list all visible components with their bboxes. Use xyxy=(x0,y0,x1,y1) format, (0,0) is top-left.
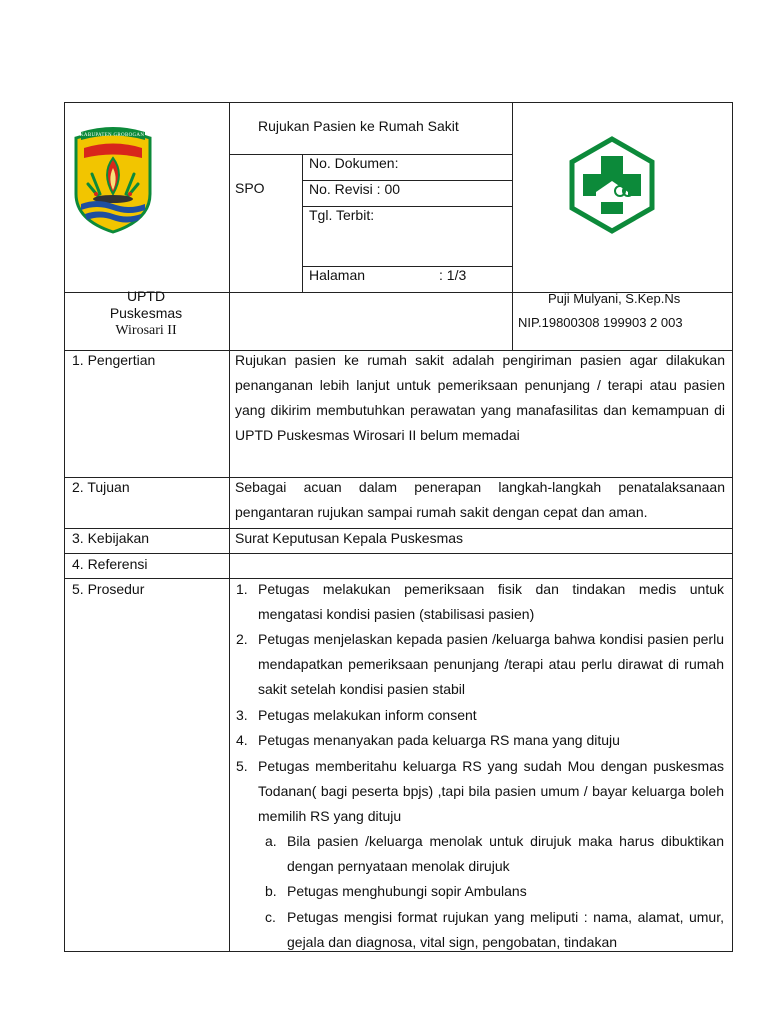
signer-name: Puji Mulyani, S.Kep.Ns xyxy=(548,291,681,306)
step-number: 1. xyxy=(236,581,248,597)
no-dokumen: No. Dokumen: xyxy=(309,155,399,171)
step-text: Petugas menanyakan pada keluarga RS mana yang dituju xyxy=(258,732,620,748)
substep-text: Bila pasien /keluarga menolak untuk dirujuk maka harus dibuktikan dengan pernyataan menolak dirujuk xyxy=(287,833,724,874)
pengertian-label: 1. Pengertian xyxy=(72,352,156,368)
kabupaten-grobogan-logo xyxy=(68,124,158,236)
prosedur-label: 5. Prosedur xyxy=(72,581,145,597)
document-title: Rujukan Pasien ke Rumah Sakit xyxy=(258,118,459,134)
org-line1: UPTD xyxy=(126,288,166,304)
rule-col-spo xyxy=(302,154,303,292)
spo-label: SPO xyxy=(235,180,265,196)
tujuan-label: 2. Tujuan xyxy=(72,479,130,495)
org-line2: Puskesmas xyxy=(109,305,183,321)
step-text: Petugas melakukan pemeriksaan fisik dan tindakan medis untuk mengatasi kondisi pasien (stabilisasi pasien) xyxy=(258,581,724,622)
rule-kebijakan-bottom xyxy=(65,553,732,554)
rule-col-logo xyxy=(512,103,513,350)
halaman-value: : 1/3 xyxy=(439,267,467,283)
substep-letter: c. xyxy=(265,909,276,925)
substep-text: Petugas menghubungi sopir Ambulans xyxy=(287,883,527,899)
rule-col1 xyxy=(229,103,230,951)
tgl-terbit: Tgl. Terbit: xyxy=(309,207,375,223)
step-number: 5. xyxy=(236,758,248,774)
step-number: 3. xyxy=(236,707,248,723)
org-line3: Wirosari II xyxy=(115,323,177,338)
kebijakan-text: Surat Keputusan Kepala Puskesmas xyxy=(235,530,464,546)
left-logo-text: KABUPATEN GROBOGAN xyxy=(80,133,145,138)
step-text: Petugas melakukan inform consent xyxy=(258,707,477,723)
kebijakan-label: 3. Kebijakan xyxy=(72,530,150,546)
referensi-label: 4. Referensi xyxy=(72,556,148,572)
step-number: 4. xyxy=(236,732,248,748)
puskesmas-logo xyxy=(568,136,656,234)
step-number: 2. xyxy=(236,631,248,647)
tujuan-text: Sebagai acuan dalam penerapan langkah-langkah penatalaksanaan pengantaran rujukan sampai rumah sakit dengan cepat dan aman. xyxy=(235,479,725,520)
no-revisi: No. Revisi : 00 xyxy=(309,181,401,197)
step-text: Petugas memberitahu keluarga RS yang sudah Mou dengan puskesmas Todanan( bagi peserta bpjs) ,tapi bila pasien umum / bayar keluarga boleh memilih RS yang dituju xyxy=(258,758,724,824)
substep-letter: b. xyxy=(265,883,277,899)
halaman-label: Halaman xyxy=(309,267,366,283)
pengertian-text: Rujukan pasien ke rumah sakit adalah pengiriman pasien agar dilakukan penanganan lebih lanjut untuk pemeriksaan penunjang / terapi atau pasien yang dikirim membutuhkan perawatan yang manafasilitas dan kemampuan di UPTD Puskesmas Wirosari II belum memadai xyxy=(235,352,725,443)
step-text: Petugas menjelaskan kepada pasien /keluarga bahwa kondisi pasien perlu mendapatkan pemeriksaan penunjang /terapi atau perlu dirawat di rumah sakit setelah kondisi pasien stabil xyxy=(258,631,724,697)
signer-nip: NIP.19800308 199903 2 003 xyxy=(518,315,683,330)
substep-text: Petugas mengisi format rujukan yang meliputi : nama, alamat, umur, gejala dan diagnosa, vital sign, pengobatan, tindakan xyxy=(287,909,724,950)
substep-letter: a. xyxy=(265,833,277,849)
